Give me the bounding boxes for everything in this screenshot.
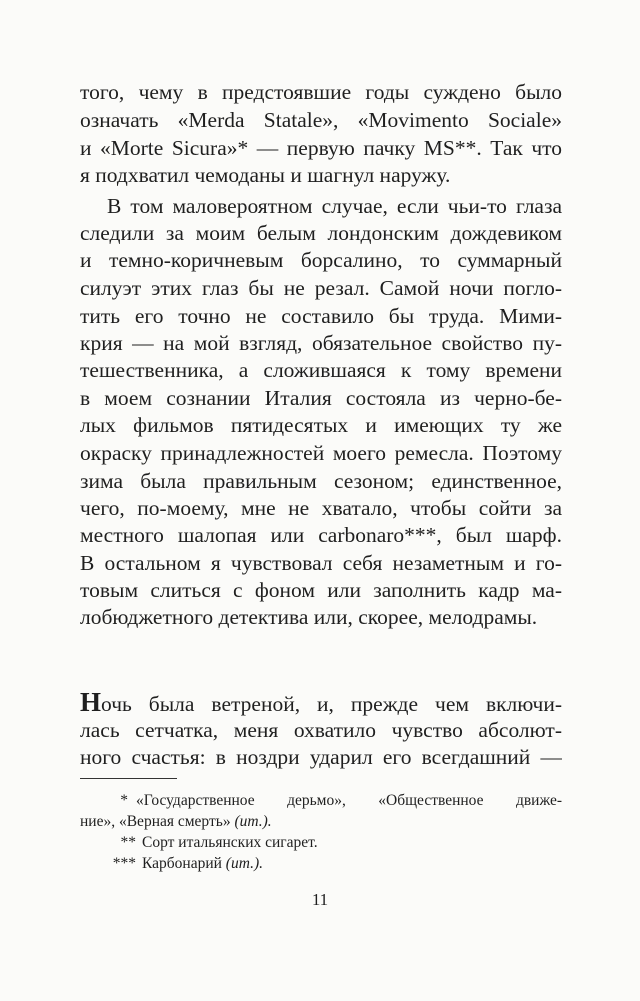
text-line: силуэт этих глаз бы не резал. Самой ночи погло-	[80, 276, 562, 300]
text-line: лась сетчатка, меня охватило чувство абсолют-	[80, 718, 562, 742]
footnote-note: (ит.).	[225, 855, 264, 872]
text-line: В остальном я чувствовал себя незаметным и го-	[80, 551, 562, 575]
text-line: зима была правильным сезоном; единственное,	[80, 469, 562, 493]
text-line: следили за моим белым лондонским дождевиком	[80, 221, 562, 245]
text-line: тешественника, а сложившаяся к тому времени	[80, 358, 562, 382]
footnote-text: ние», «Верная смерть»	[80, 813, 231, 830]
footnote-1-line-2	[80, 812, 562, 832]
text-line: В том маловероятном случае, если чьи-то глаза	[107, 194, 562, 218]
text-line: крия — на мой взгляд, обязательное свойство пу-	[80, 331, 562, 355]
text-line: я подхватил чемоданы и шагнул наружу.	[80, 163, 451, 187]
text-line	[80, 688, 562, 718]
text-line: и темно-коричневым борсалино, то суммарный	[80, 248, 562, 272]
footnote-marker: ***	[112, 855, 136, 872]
text-line: тить его точно не составило бы труда. Мими-	[80, 304, 562, 328]
text-line: окраску принадлежностей моего ремесла. Поэтому	[80, 441, 562, 465]
text-line: чего, по-моему, мне не хватало, чтобы сойти за	[80, 496, 562, 520]
text-line: того, чему в предстоявшие годы суждено было	[80, 80, 562, 104]
footnote-2: Сорт итальянских сигарет.	[142, 834, 318, 851]
text-line: в моем сознании Италия состояла из черно-бе-	[80, 386, 562, 410]
text-line: означать «Merda Statale», «Movimento Sociale»	[80, 108, 562, 132]
text-line: ного счастья: в ноздри ударил его всегдашний —	[80, 745, 562, 769]
initial-letter: Н	[80, 688, 102, 717]
footnote-note: (ит.).	[234, 813, 272, 830]
text-line: местного шалопая или carbonaro***, был шарф.	[80, 523, 562, 547]
text-line: лых фильмов пятидесятых и имеющих ту же	[80, 413, 562, 437]
footnote-marker: **	[120, 834, 136, 851]
text-line: товым слиться с фоном или заполнить кадр ма-	[80, 578, 562, 602]
text-line: лобюджетного детектива или, скорее, мелодрамы.	[80, 605, 538, 629]
page-number: 11	[311, 890, 329, 909]
footnote-1-line-1: «Государственное дерьмо», «Общественное движе-	[136, 792, 562, 809]
footnote-marker: *	[120, 792, 128, 809]
first-line-text: очь была ветреной, и, прежде чем включи-	[101, 692, 562, 716]
text-line: и «Morte Sicura»* — первую пачку MS**. Так что	[80, 136, 562, 160]
footnote-divider	[80, 778, 177, 779]
footnote-text: Карбонарий	[142, 855, 222, 872]
footnote-3	[142, 854, 562, 874]
